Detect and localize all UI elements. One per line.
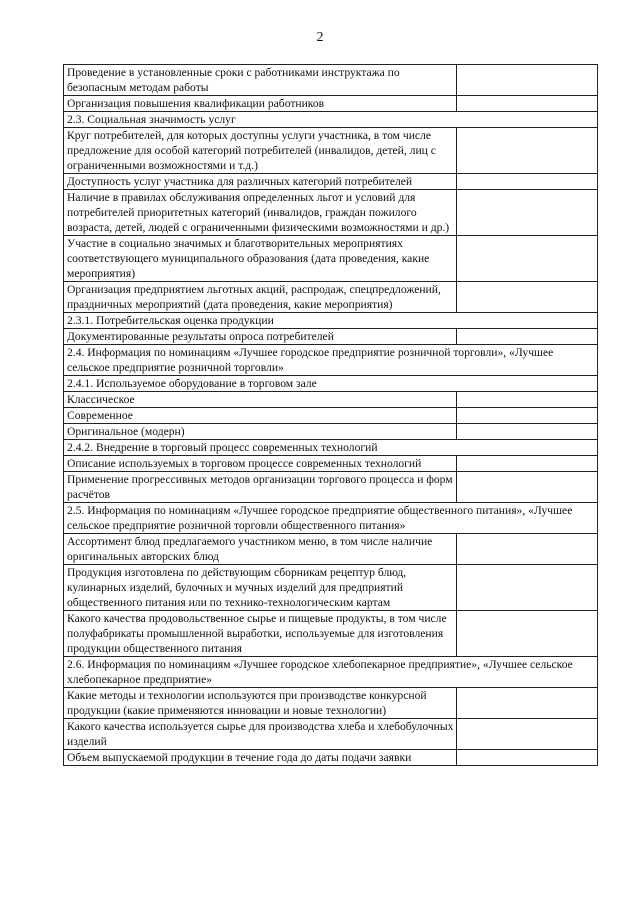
field-value-cell[interactable]	[457, 565, 598, 611]
field-row	[64, 688, 598, 719]
section-heading: 2.4. Информация по номинациям «Лучшее городское предприятие розничной торговли», «Лучшее сельское предприятие розничной торговли»	[64, 345, 598, 376]
field-row	[64, 128, 598, 174]
field-row	[64, 750, 598, 766]
field-row	[64, 190, 598, 236]
field-value-cell[interactable]	[457, 472, 598, 503]
field-row	[64, 565, 598, 611]
section-row	[64, 503, 598, 534]
field-value-cell[interactable]	[457, 236, 598, 282]
field-row	[64, 472, 598, 503]
field-value-cell[interactable]	[457, 65, 598, 96]
field-label: Организация повышения квалификации работников	[64, 96, 457, 112]
field-label: Описание используемых в торговом процессе современных технологий	[64, 456, 457, 472]
section-row	[64, 345, 598, 376]
field-value-cell[interactable]	[457, 456, 598, 472]
field-row	[64, 329, 598, 345]
field-label: Наличие в правилах обслуживания определенных льгот и условий для потребителей приоритетных категорий (инвалидов, граждан пожилого возраста, детей, людей с ограниченными физическими возможностями и др.)	[64, 190, 457, 236]
field-label: Оригинальное (модерн)	[64, 424, 457, 440]
field-label: Какого качества используется сырье для производства хлеба и хлебобулочных изделий	[64, 719, 457, 750]
section-row	[64, 112, 598, 128]
field-value-cell[interactable]	[457, 128, 598, 174]
field-label: Применение прогрессивных методов организации торгового процесса и форм расчётов	[64, 472, 457, 503]
field-value-cell[interactable]	[457, 750, 598, 766]
field-row	[64, 719, 598, 750]
field-value-cell[interactable]	[457, 534, 598, 565]
page-number: 2	[316, 30, 324, 45]
field-value-cell[interactable]	[457, 174, 598, 190]
field-label: Проведение в установленные сроки с работниками инструктажа по безопасным методам работы	[64, 65, 457, 96]
field-value-cell[interactable]	[457, 408, 598, 424]
field-label: Современное	[64, 408, 457, 424]
field-row	[64, 96, 598, 112]
field-label: Документированные результаты опроса потребителей	[64, 329, 457, 345]
field-row	[64, 65, 598, 96]
nomination-info-table	[63, 64, 598, 766]
section-row	[64, 440, 598, 456]
field-row	[64, 424, 598, 440]
field-value-cell[interactable]	[457, 424, 598, 440]
section-row	[64, 313, 598, 329]
field-value-cell[interactable]	[457, 282, 598, 313]
field-row	[64, 408, 598, 424]
field-row	[64, 236, 598, 282]
field-label: Какие методы и технологии используются при производстве конкурсной продукции (какие применяются инновации и новые технологии)	[64, 688, 457, 719]
section-row	[64, 376, 598, 392]
section-heading: 2.4.1. Используемое оборудование в торговом зале	[64, 376, 598, 392]
field-label: Продукция изготовлена по действующим сборникам рецептур блюд, кулинарных изделий, булочных и мучных изделий для предприятий общественного питания или по технико-технологическим картам	[64, 565, 457, 611]
field-row	[64, 534, 598, 565]
section-heading: 2.6. Информация по номинациям «Лучшее городское хлебопекарное предприятие», «Лучшее сельское хлебопекарное предприятие»	[64, 657, 598, 688]
field-row	[64, 392, 598, 408]
field-row	[64, 611, 598, 657]
field-label: Классическое	[64, 392, 457, 408]
field-value-cell[interactable]	[457, 190, 598, 236]
field-label: Организация предприятием льготных акций, распродаж, спецпредложений, праздничных мероприятий (дата проведения, какие мероприятия)	[64, 282, 457, 313]
section-heading: 2.4.2. Внедрение в торговый процесс современных технологий	[64, 440, 598, 456]
field-label: Ассортимент блюд предлагаемого участником меню, в том числе наличие оригинальных авторских блюд	[64, 534, 457, 565]
field-value-cell[interactable]	[457, 719, 598, 750]
field-value-cell[interactable]	[457, 611, 598, 657]
section-row	[64, 657, 598, 688]
section-heading: 2.5. Информация по номинациям «Лучшее городское предприятие общественного питания», «Лучшее сельское предприятие розничной торговли общественного питания»	[64, 503, 598, 534]
field-label: Объем выпускаемой продукции в течение года до даты подачи заявки	[64, 750, 457, 766]
field-row	[64, 282, 598, 313]
field-row	[64, 456, 598, 472]
field-value-cell[interactable]	[457, 329, 598, 345]
field-row	[64, 174, 598, 190]
field-value-cell[interactable]	[457, 688, 598, 719]
field-value-cell[interactable]	[457, 96, 598, 112]
field-label: Круг потребителей, для которых доступны услуги участника, в том числе предложение для особой категорий потребителей (инвалидов, детей, лиц с ограниченными возможностями и т.д.)	[64, 128, 457, 174]
field-label: Участие в социально значимых и благотворительных мероприятиях соответствующего муниципального образования (дата проведения, какие мероприятия)	[64, 236, 457, 282]
field-value-cell[interactable]	[457, 392, 598, 408]
section-heading: 2.3.1. Потребительская оценка продукции	[64, 313, 598, 329]
field-label: Какого качества продовольственное сырье и пищевые продукты, в том числе полуфабрикаты промышленной выработки, используемые для изготовления продукции общественного питания	[64, 611, 457, 657]
section-heading: 2.3. Социальная значимость услуг	[64, 112, 598, 128]
field-label: Доступность услуг участника для различных категорий потребителей	[64, 174, 457, 190]
